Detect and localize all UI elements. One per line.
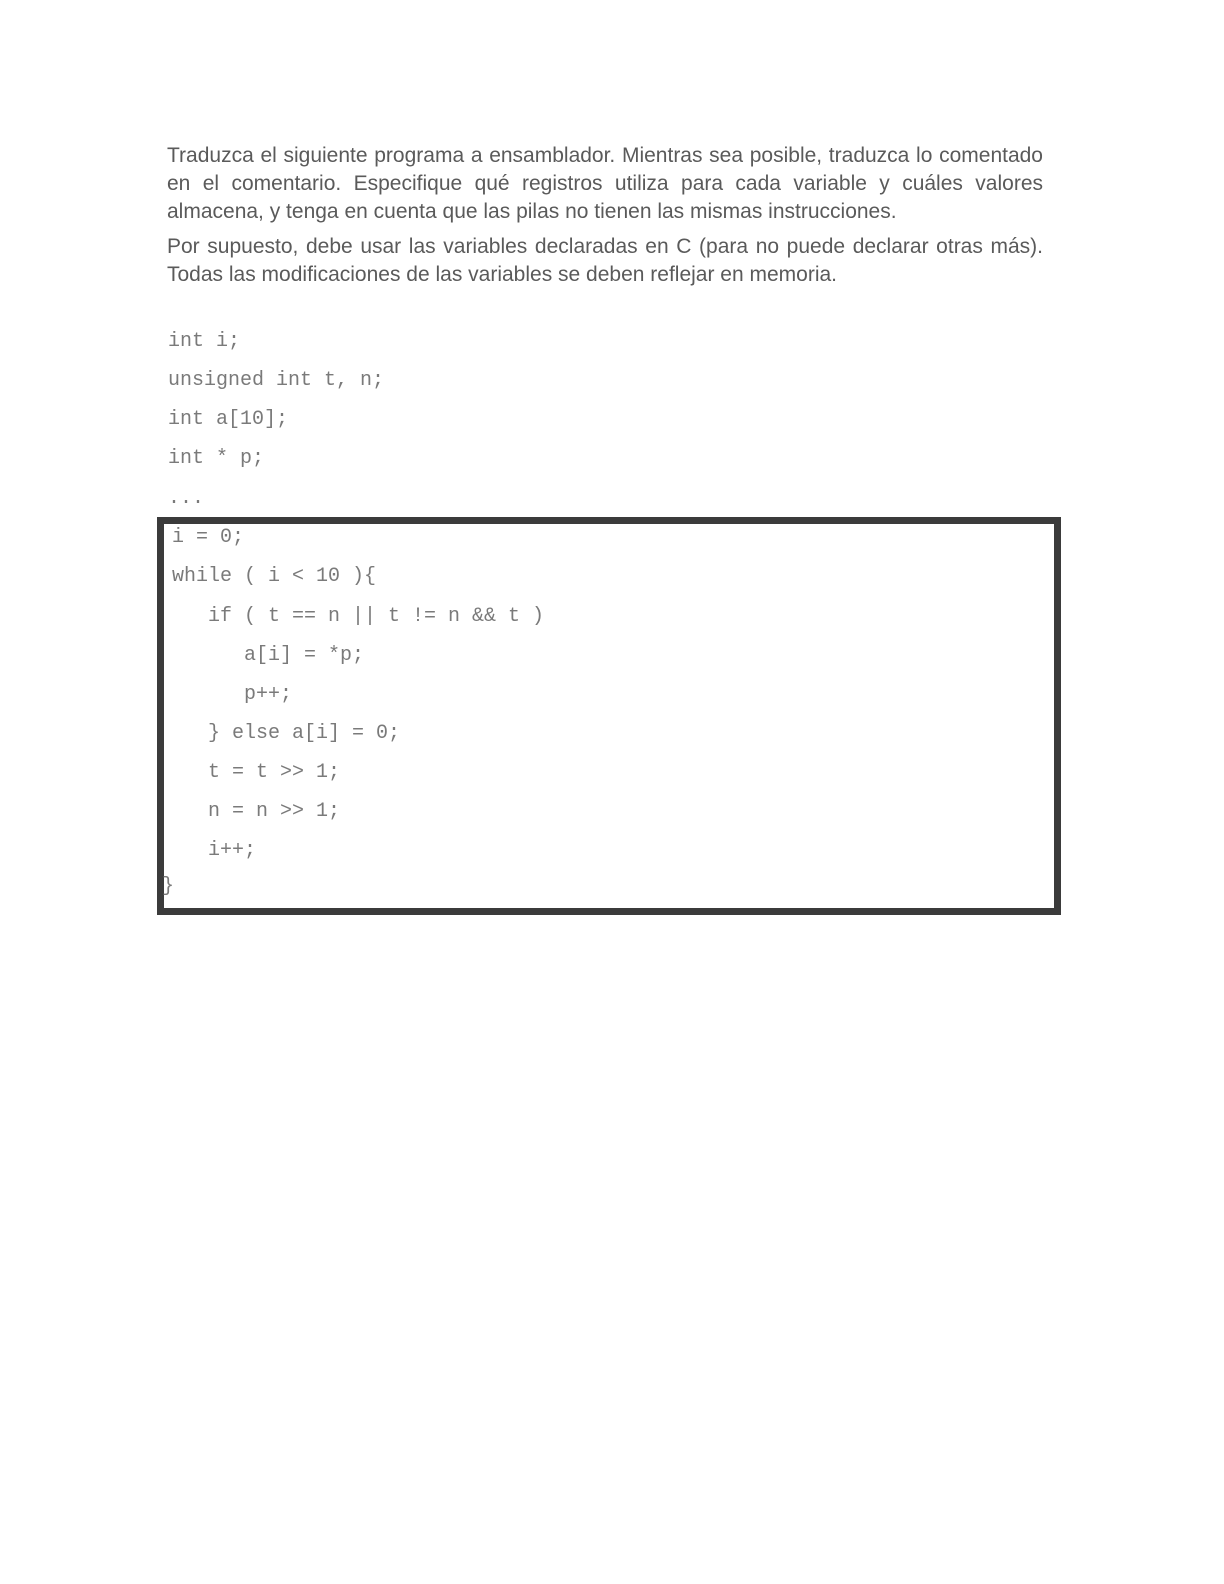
- code-line: while ( i < 10 ){: [172, 565, 377, 588]
- note-paragraph: Por supuesto, debe usar las variables declaradas en C (para no puede declarar otras más). Todas las modificaciones de las variables se deben reflejar en memoria.: [167, 235, 1043, 286]
- code-line: t = t >> 1;: [172, 761, 341, 784]
- code-line: i = 0;: [172, 526, 245, 549]
- instructions-paragraph: Traduzca el siguiente programa a ensamblador. Mientras sea posible, traduzca lo comentado en el comentario. Especifique qué registros utiliza para cada variable y cuáles valores almacena, y tenga en cuenta que las pilas no tienen las mismas instrucciones.: [167, 144, 1043, 223]
- code-line: } else a[i] = 0;: [172, 722, 401, 745]
- code-line: unsigned int t, n;: [168, 369, 385, 392]
- code-line: int * p;: [168, 447, 265, 470]
- code-line: n = n >> 1;: [172, 800, 341, 823]
- code-line: i++;: [172, 839, 257, 862]
- code-line: ...: [168, 487, 205, 510]
- code-line: }: [162, 875, 175, 898]
- code-line: int a[10];: [168, 408, 289, 431]
- code-line: p++;: [172, 683, 293, 706]
- code-line: int i;: [168, 330, 241, 353]
- code-line: a[i] = *p;: [172, 644, 365, 667]
- code-line: if ( t == n || t != n && t ): [172, 605, 545, 628]
